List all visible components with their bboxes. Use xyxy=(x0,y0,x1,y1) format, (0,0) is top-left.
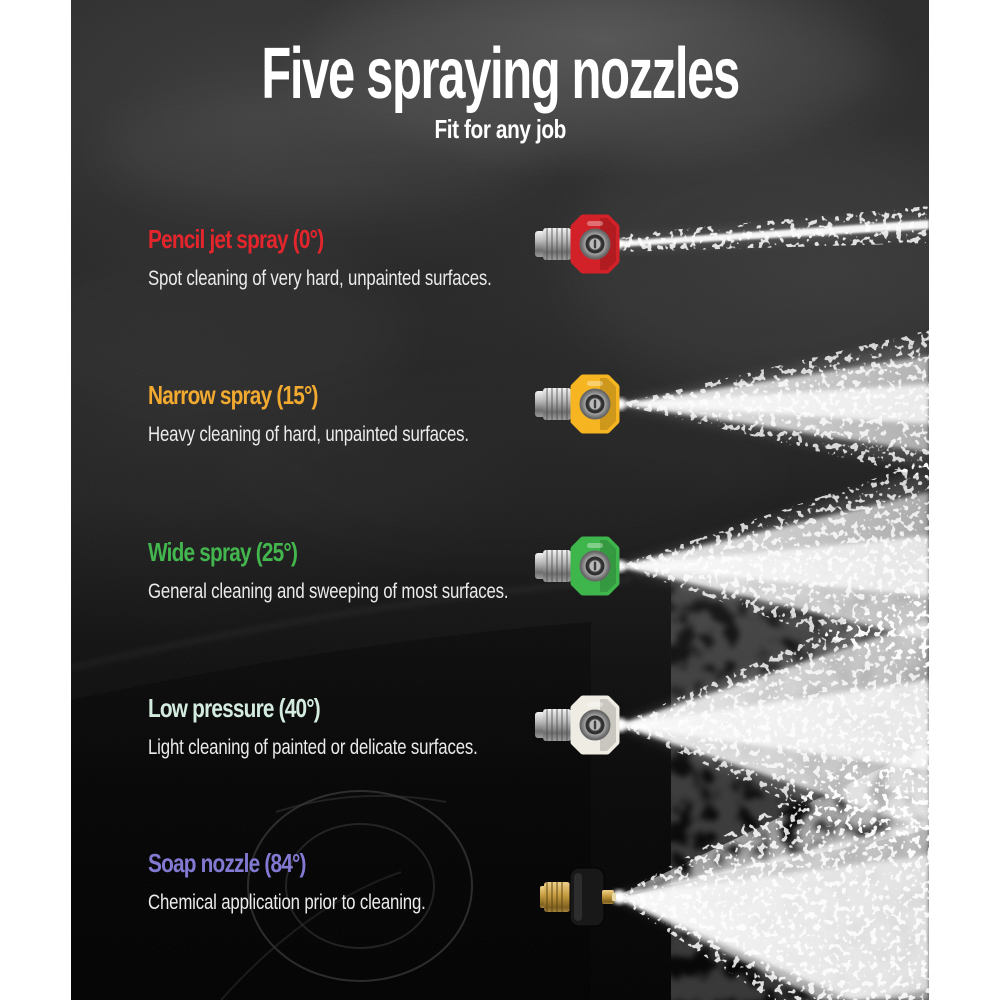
nozzle-label-pencil-jet xyxy=(148,224,578,254)
product-infographic xyxy=(71,0,929,1000)
nozzle-label-text: Pencil jet spray (0°) xyxy=(148,224,324,254)
nozzle-label-soap-nozzle xyxy=(148,848,495,878)
nozzle-label-low-pressure xyxy=(148,693,560,723)
nozzle-label-narrow-spray xyxy=(148,380,549,410)
nozzle-label-text: Wide spray (25°) xyxy=(148,537,298,567)
ambient-mist xyxy=(671,560,929,1000)
nozzle-item-soap-nozzle xyxy=(148,848,495,915)
nozzle-description-text: Spot cleaning of very hard, unpainted surfaces. xyxy=(148,267,492,291)
nozzle-item-low-pressure xyxy=(148,693,560,760)
nozzle-description-low-pressure xyxy=(148,736,560,759)
nozzle-description-text: Light cleaning of painted or delicate surfaces. xyxy=(148,736,478,760)
nozzle-item-narrow-spray xyxy=(148,380,549,447)
car-silhouette xyxy=(71,580,631,1000)
header xyxy=(71,34,929,145)
page-title xyxy=(71,34,929,114)
page-subtitle xyxy=(71,114,929,145)
nozzle-description-wide-spray xyxy=(148,580,599,603)
spray-narrow xyxy=(614,330,929,478)
page-subtitle-text: Fit for any job xyxy=(434,114,566,145)
nozzle-description-text: Heavy cleaning of hard, unpainted surfaces. xyxy=(148,423,469,447)
nozzle-description-text: General cleaning and sweeping of most surfaces. xyxy=(148,580,509,604)
nozzle-description-pencil-jet xyxy=(148,267,578,290)
nozzle-item-pencil-jet xyxy=(148,224,578,291)
nozzle-label-text: Soap nozzle (84°) xyxy=(148,848,306,878)
nozzle-description-narrow-spray xyxy=(148,423,549,446)
spray-low-pressure xyxy=(613,585,929,865)
nozzle-description-text: Chemical application prior to cleaning. xyxy=(148,891,426,915)
nozzle-item-wide-spray xyxy=(148,537,599,604)
nozzle-soap-image xyxy=(540,868,616,926)
spray-pencil-jet xyxy=(614,206,929,252)
nozzle-label-wide-spray xyxy=(148,537,599,567)
spray-soap xyxy=(612,720,929,1000)
page-title-text: Five spraying nozzles xyxy=(261,34,739,114)
spray-wide xyxy=(614,460,929,672)
nozzle-label-text: Low pressure (40°) xyxy=(148,693,320,723)
nozzle-description-soap-nozzle xyxy=(148,891,495,914)
nozzle-label-text: Narrow spray (15°) xyxy=(148,380,318,410)
